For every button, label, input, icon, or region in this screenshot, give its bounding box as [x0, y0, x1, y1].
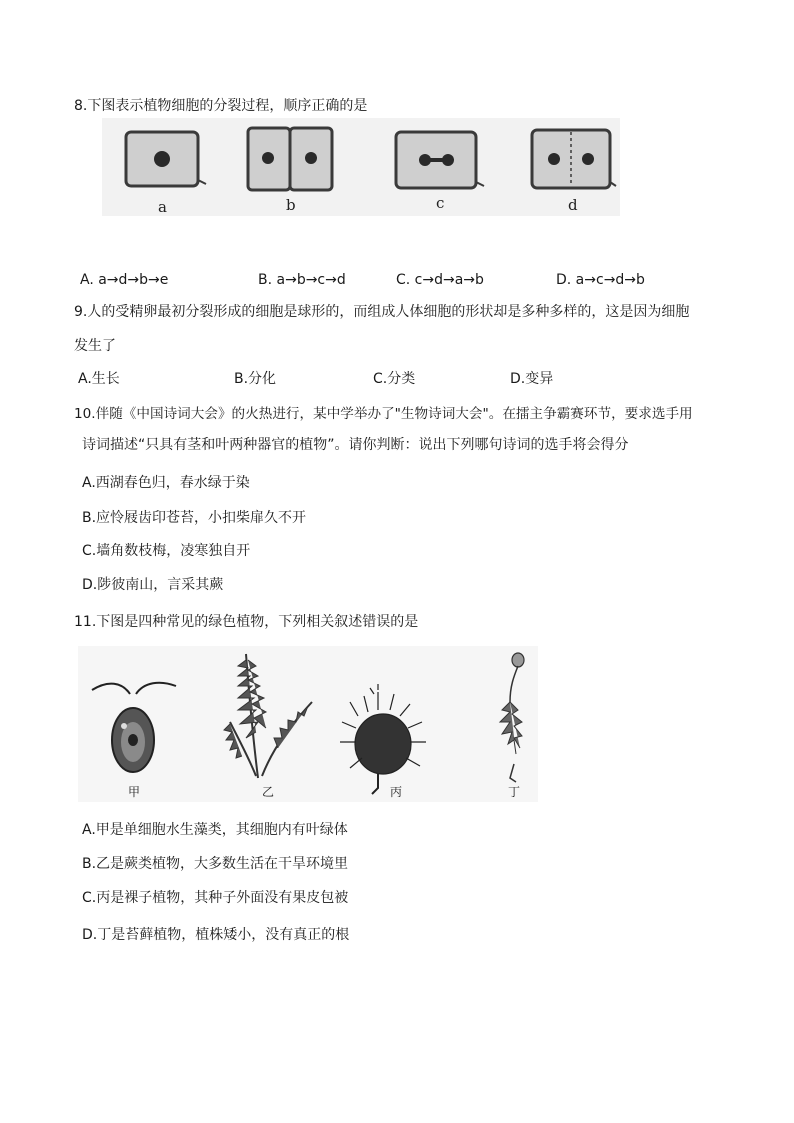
cell-b — [248, 128, 332, 190]
q10-option-b[interactable]: B.应怜屐齿印苍苔，小扣柴扉久不开 — [82, 510, 307, 526]
label-ding: 丁 — [508, 785, 521, 799]
label-c: c — [436, 194, 445, 212]
q10-option-d[interactable]: D.陟彼南山，言采其蕨 — [82, 577, 224, 593]
cell-c — [396, 132, 484, 188]
label-bing: 丙 — [390, 785, 403, 799]
q8-option-d[interactable]: D. a→c→d→b — [556, 272, 645, 288]
q8-option-b[interactable]: B. a→b→c→d — [258, 272, 346, 288]
cell-division-figure — [102, 118, 620, 216]
q11-option-b[interactable]: B.乙是蕨类植物，大多数生活在干旱环境里 — [82, 856, 349, 872]
label-jia: 甲 — [128, 785, 141, 799]
question-8-stem: 8.下图表示植物细胞的分裂过程，顺序正确的是 — [74, 98, 368, 114]
q10-option-c[interactable]: C.墙角数枝梅，凌寒独自开 — [82, 543, 251, 559]
label-b: b — [286, 196, 296, 214]
q8-option-c[interactable]: C. c→d→a→b — [396, 272, 484, 288]
question-10-stem-line-2: 诗词描述“只具有茎和叶两种器官的植物”。请你判断：说出下列哪句诗词的选手将会得分 — [82, 437, 629, 453]
q9-option-b[interactable]: B.分化 — [234, 371, 277, 387]
question-10-stem-line-1: 10.伴随《中国诗词大会》的火热进行，某中学举办了"生物诗词大会"。在擂主争霸赛环节，要求选手用 — [74, 406, 693, 422]
q10-option-a[interactable]: A.西湖春色归，春水绿于染 — [82, 475, 250, 491]
q9-option-d[interactable]: D.变异 — [510, 371, 554, 387]
question-11-stem: 11.下图是四种常见的绿色植物，下列相关叙述错误的是 — [74, 614, 419, 630]
label-yi: 乙 — [262, 785, 275, 799]
q9-option-a[interactable]: A.生长 — [78, 371, 120, 387]
q11-option-a[interactable]: A.甲是单细胞水生藻类，其细胞内有叶绿体 — [82, 822, 348, 838]
cell-d — [532, 130, 616, 188]
label-a: a — [158, 198, 167, 216]
question-9-stem-line-1: 9.人的受精卵最初分裂形成的细胞是球形的，而组成人体细胞的形状却是多种多样的，这是因为细胞 — [74, 304, 690, 320]
question-9-stem-line-2: 发生了 — [74, 338, 116, 354]
q11-option-c[interactable]: C.丙是裸子植物，其种子外面没有果皮包被 — [82, 890, 349, 906]
q8-option-a[interactable]: A. a→d→b→e — [80, 272, 169, 288]
cell-a — [126, 132, 206, 186]
label-d: d — [568, 196, 578, 214]
q9-option-c[interactable]: C.分类 — [373, 371, 416, 387]
q11-option-d[interactable]: D.丁是苔藓植物，植株矮小，没有真正的根 — [82, 927, 350, 943]
green-plants-figure — [78, 646, 538, 802]
